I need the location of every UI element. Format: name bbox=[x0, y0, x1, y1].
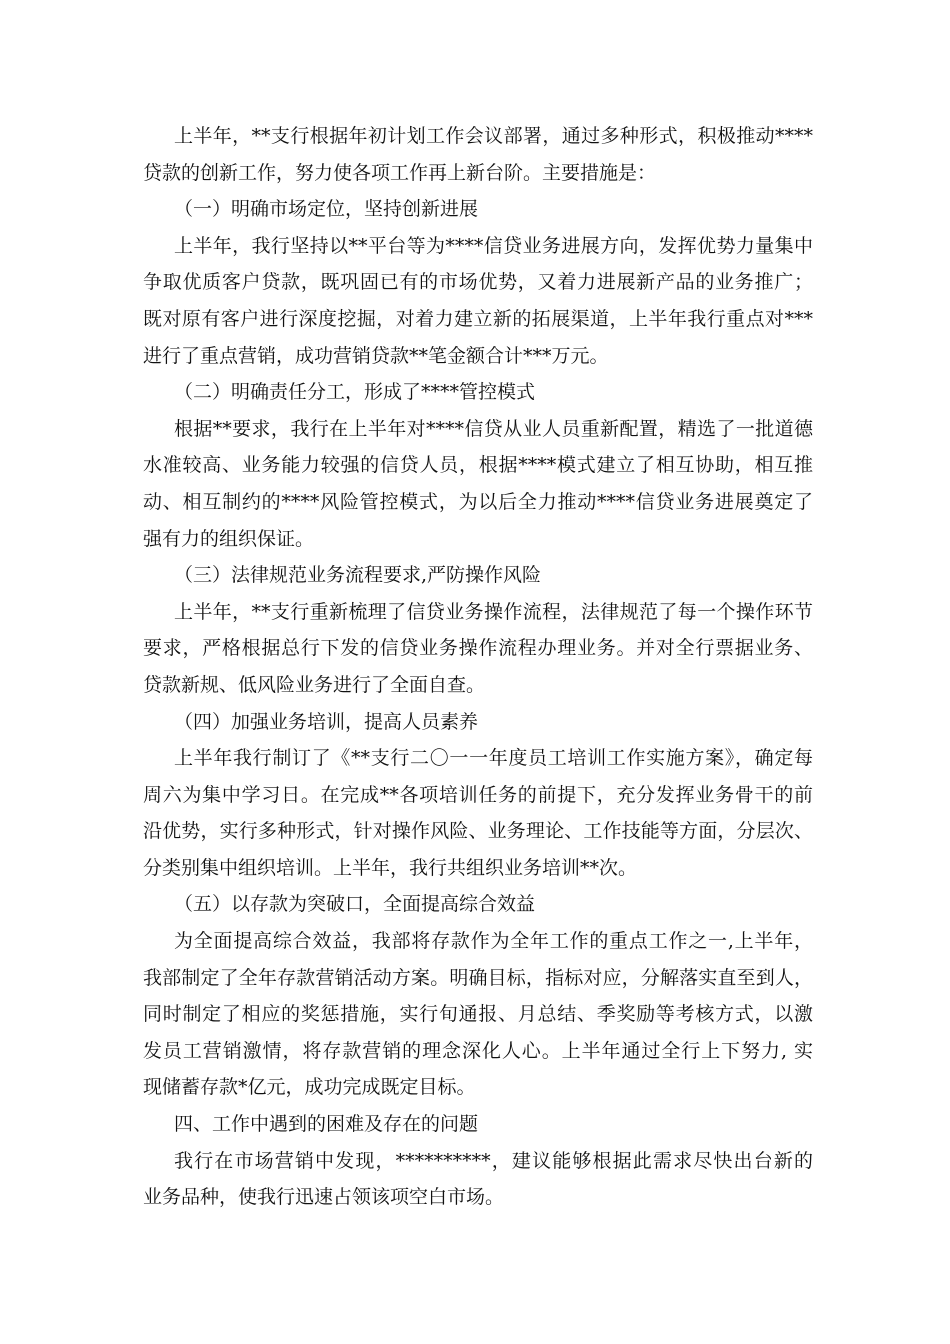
heading-text: （四）加强业务培训，提高人员素养 bbox=[174, 710, 479, 733]
heading-text: （三）法律规范业务流程要求,严防操作风险 bbox=[174, 564, 542, 587]
paragraph-line: 上半年，**支行重新梳理了信贷业务操作流程，法律规范了每一个操作环节 bbox=[174, 600, 813, 623]
paragraph bbox=[143, 411, 813, 557]
paragraph-line: 水准较高、业务能力较强的信贷人员，根据****模式建立了相互协助，相互推 bbox=[143, 454, 813, 477]
paragraph-line: 业务品种，使我行迅速占领该项空白市场。 bbox=[143, 1186, 505, 1209]
heading-text: 四、工作中遇到的困难及存在的问题 bbox=[174, 1113, 479, 1136]
paragraph-line: 为全面提高综合效益，我部将存款作为全年工作的重点工作之一,上半年， bbox=[174, 930, 813, 953]
section-heading bbox=[143, 557, 813, 594]
paragraph-line: 动、相互制约的****风险管控模式，为以后全力推动****信贷业务进展奠定了 bbox=[143, 490, 813, 513]
document-body bbox=[143, 118, 813, 1216]
paragraph-line: 发员工营销激情，将存款营销的理念深化人心。上半年通过全行上下努力, 实 bbox=[143, 1039, 813, 1062]
section-heading bbox=[143, 1106, 813, 1143]
section-heading bbox=[143, 191, 813, 228]
paragraph-line: 进行了重点营销，成功营销贷款**笔金额合计***万元。 bbox=[143, 344, 609, 367]
paragraph-line: 上半年我行制订了《**支行二〇一一年度员工培训工作实施方案》，确定每 bbox=[174, 747, 813, 770]
section-heading bbox=[143, 704, 813, 741]
paragraph bbox=[143, 228, 813, 374]
paragraph bbox=[143, 740, 813, 886]
paragraph bbox=[143, 1143, 813, 1216]
paragraph-line: 上半年，**支行根据年初计划工作会议部署，通过多种形式，积极推动**** bbox=[174, 125, 813, 147]
paragraph bbox=[143, 923, 813, 1106]
paragraph-line: 既对原有客户进行深度挖掘，对着力建立新的拓展渠道，上半年我行重点对*** bbox=[143, 307, 813, 330]
paragraph-line: 争取优质客户贷款，既巩固已有的市场优势，又着力进展新产品的业务推广； bbox=[143, 271, 813, 294]
paragraph-line: 强有力的组织保证。 bbox=[143, 527, 315, 550]
heading-text: （一）明确市场定位，坚持创新进展 bbox=[174, 198, 479, 221]
paragraph-line: 上半年，我行坚持以**平台等为****信贷业务进展方向，发挥优势力量集中 bbox=[174, 234, 813, 257]
paragraph-line: 同时制定了相应的奖惩措施，实行旬通报、月总结、季奖励等考核方式，以激 bbox=[143, 1003, 813, 1026]
paragraph-line: 周六为集中学习日。在完成**各项培训任务的前提下，充分发挥业务骨干的前 bbox=[143, 783, 813, 806]
paragraph-line: 贷款的创新工作，努力使各项工作再上新台阶。主要措施是： bbox=[143, 161, 657, 184]
heading-text: （五）以存款为突破口，全面提高综合效益 bbox=[174, 893, 536, 916]
paragraph-line: 现储蓄存款*亿元，成功完成既定目标。 bbox=[143, 1076, 476, 1099]
paragraph-line: 沿优势，实行多种形式，针对操作风险、业务理论、工作技能等方面，分层次、 bbox=[143, 820, 813, 843]
section-heading bbox=[143, 374, 813, 411]
paragraph-line: 我行在市场营销中发现，**********，建议能够根据此需求尽快出台新的 bbox=[174, 1149, 813, 1172]
paragraph bbox=[143, 594, 813, 704]
paragraph bbox=[143, 118, 813, 191]
paragraph-line: 贷款新规、低风险业务进行了全面自查。 bbox=[143, 673, 486, 696]
section-heading bbox=[143, 886, 813, 923]
paragraph-line: 根据**要求，我行在上半年对****信贷从业人员重新配置，精选了一批道德 bbox=[174, 417, 813, 440]
paragraph-line: 我部制定了全年存款营销活动方案。明确目标，指标对应，分解落实直至到人， bbox=[143, 966, 813, 989]
heading-text: （二）明确责任分工，形成了****管控模式 bbox=[174, 381, 536, 404]
paragraph-line: 要求，严格根据总行下发的信贷业务操作流程办理业务。并对全行票据业务、 bbox=[143, 637, 813, 660]
paragraph-line: 分类别集中组织培训。上半年，我行共组织业务培训**次。 bbox=[143, 856, 638, 879]
